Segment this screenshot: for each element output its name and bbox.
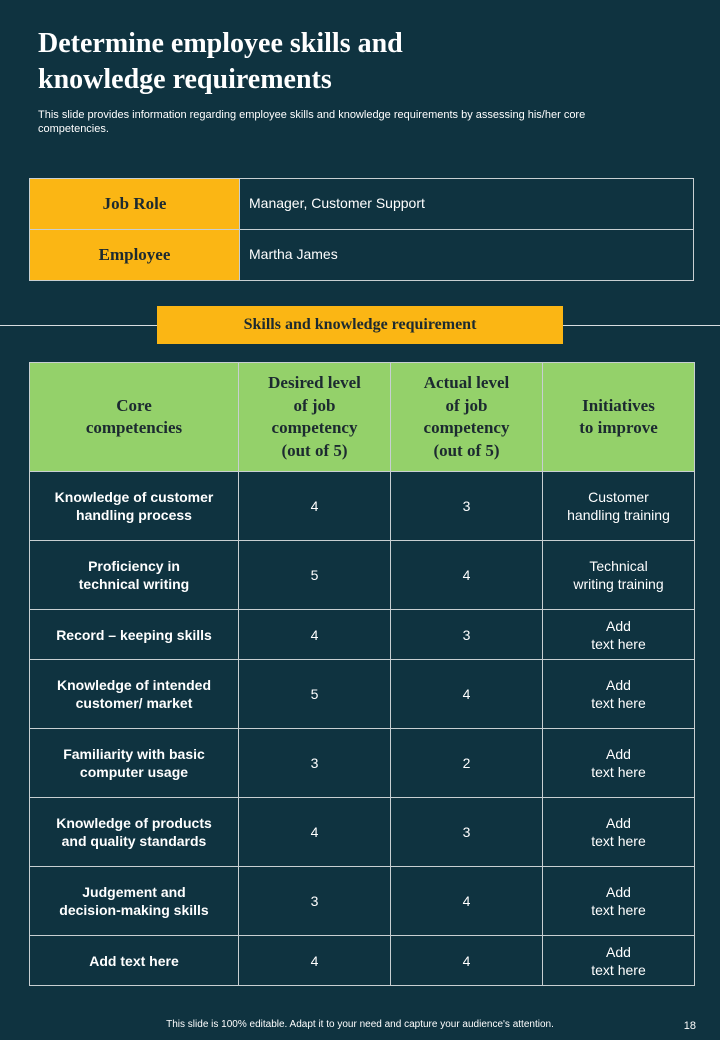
table-row (30, 610, 695, 660)
table-row (30, 541, 695, 610)
actual-level-cell: 4 (391, 867, 543, 936)
job-role-value: Manager, Customer Support (240, 179, 694, 230)
skills-header-row (30, 363, 695, 472)
initiative-cell: Customer handling training (543, 472, 695, 541)
actual-level-cell: 4 (391, 936, 543, 986)
actual-level-cell: 2 (391, 729, 543, 798)
competency-cell: Record – keeping skills (30, 610, 239, 660)
initiative-cell: Add text here (543, 867, 695, 936)
table-row (30, 472, 695, 541)
initiative-cell: Add text here (543, 610, 695, 660)
footer-note: This slide is 100% editable. Adapt it to your need and capture your audience's attention. (166, 1019, 554, 1030)
info-table (29, 178, 694, 281)
section-title: Skills and knowledge requirement (243, 316, 477, 333)
employee-row (30, 230, 694, 281)
desired-level-cell: 5 (239, 541, 391, 610)
job-role-label: Job Role (30, 179, 240, 230)
page-number: 18 (683, 1020, 696, 1032)
competency-cell: Knowledge of intended customer/ market (30, 660, 239, 729)
header-core-competencies: Core competencies (30, 363, 239, 472)
actual-level-cell: 3 (391, 610, 543, 660)
actual-level-cell: 4 (391, 541, 543, 610)
header-desired-level: Desired level of job competency (out of 5) (239, 363, 391, 472)
job-role-row (30, 179, 694, 230)
initiative-cell: Technical writing training (543, 541, 695, 610)
actual-level-cell: 3 (391, 472, 543, 541)
desired-level-cell: 3 (239, 729, 391, 798)
desired-level-cell: 5 (239, 660, 391, 729)
table-row (30, 867, 695, 936)
initiative-cell: Add text here (543, 798, 695, 867)
header-initiatives: Initiatives to improve (543, 363, 695, 472)
page-title: Determine employee skills and knowledge requirements (38, 28, 403, 95)
header-actual-level: Actual level of job competency (out of 5) (391, 363, 543, 472)
initiative-cell: Add text here (543, 936, 695, 986)
competency-cell: Knowledge of products and quality standards (30, 798, 239, 867)
competency-cell: Knowledge of customer handling process (30, 472, 239, 541)
actual-level-cell: 3 (391, 798, 543, 867)
desired-level-cell: 3 (239, 867, 391, 936)
initiative-cell: Add text here (543, 729, 695, 798)
competency-cell: Judgement and decision-making skills (30, 867, 239, 936)
table-row (30, 798, 695, 867)
table-row (30, 660, 695, 729)
competency-cell: Familiarity with basic computer usage (30, 729, 239, 798)
desired-level-cell: 4 (239, 472, 391, 541)
table-row (30, 936, 695, 986)
desired-level-cell: 4 (239, 936, 391, 986)
skills-table (29, 362, 695, 986)
competency-cell: Proficiency in technical writing (30, 541, 239, 610)
employee-label: Employee (30, 230, 240, 281)
competency-cell: Add text here (30, 936, 239, 986)
actual-level-cell: 4 (391, 660, 543, 729)
section-banner (157, 306, 563, 344)
table-row (30, 729, 695, 798)
employee-value: Martha James (240, 230, 694, 281)
desired-level-cell: 4 (239, 610, 391, 660)
desired-level-cell: 4 (239, 798, 391, 867)
page-subtitle: This slide provides information regarding employee skills and knowledge requirements by assessing his/her core competencies. (38, 109, 586, 135)
initiative-cell: Add text here (543, 660, 695, 729)
